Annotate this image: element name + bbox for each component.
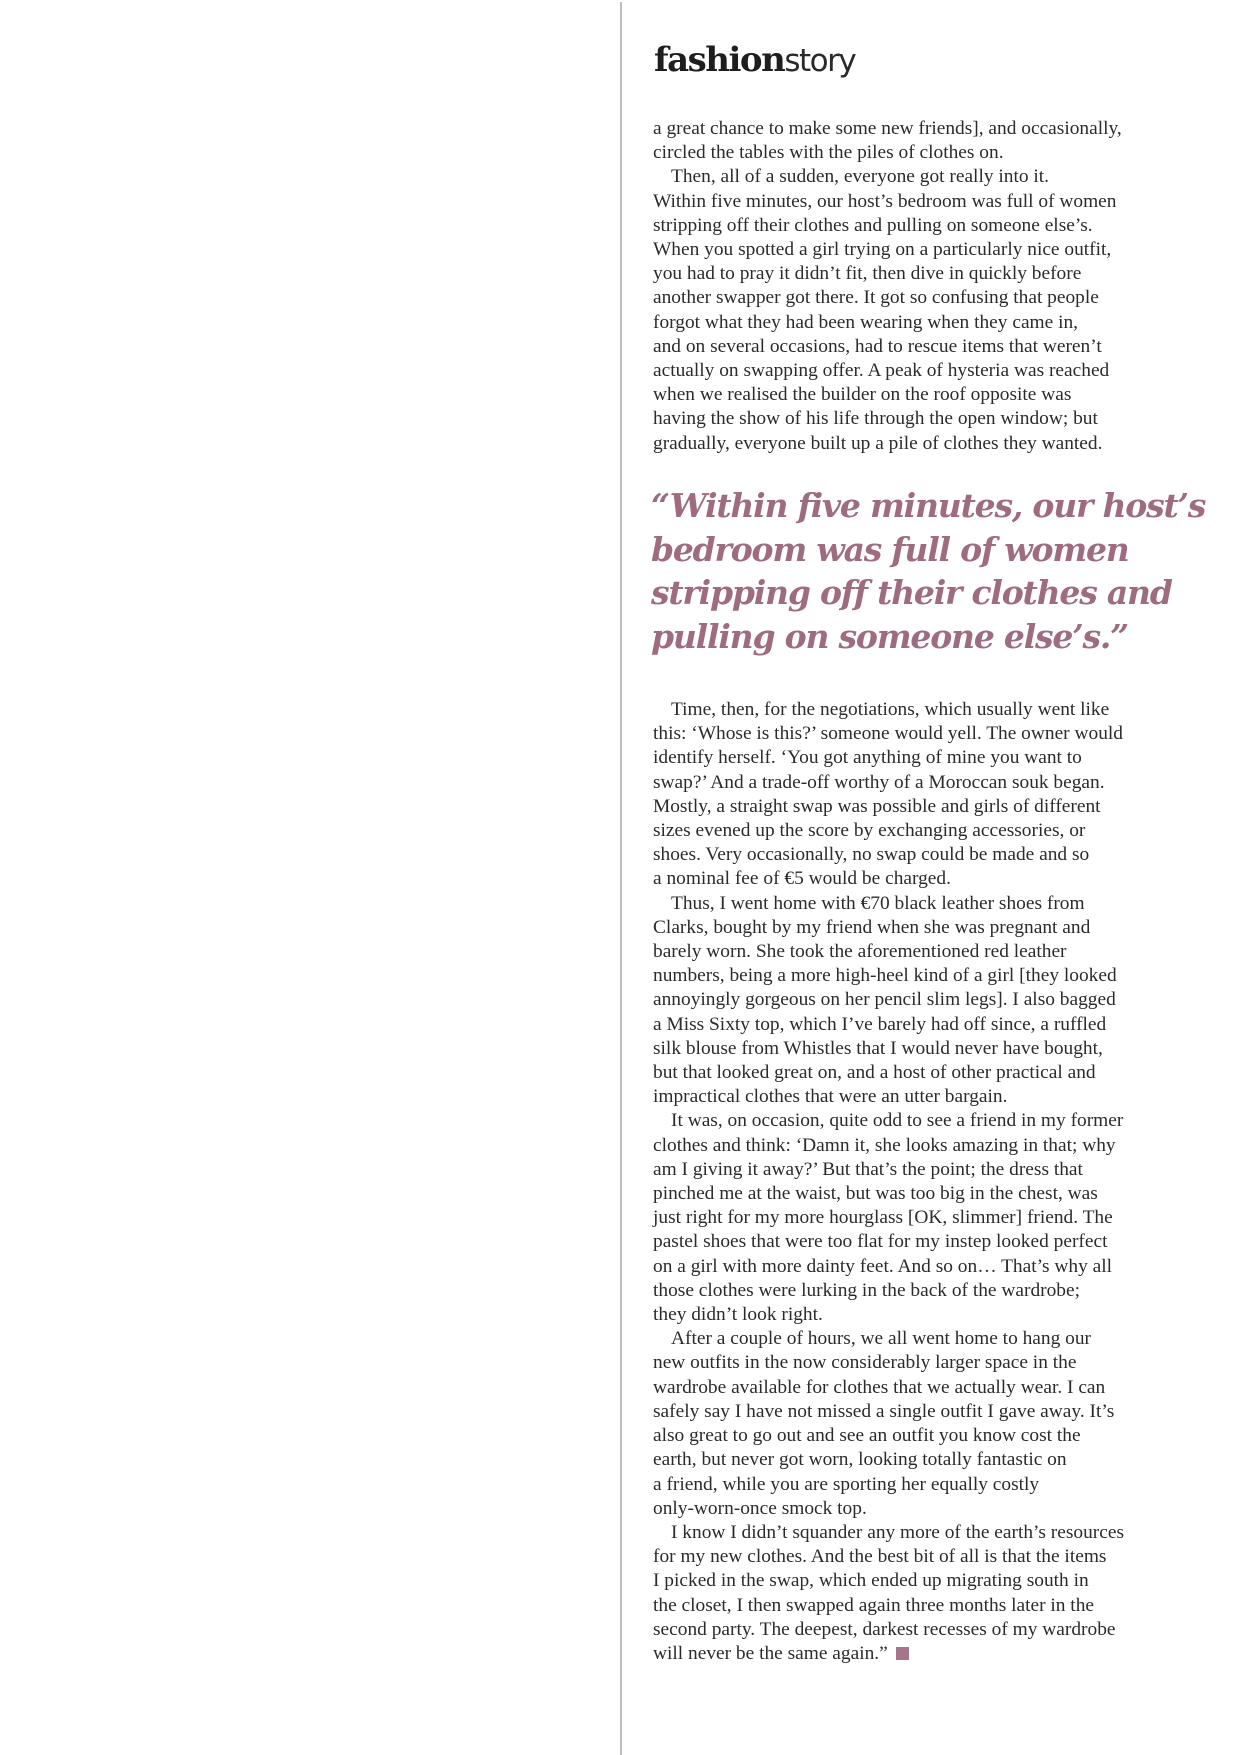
text-line [653,432,1163,456]
text-line [653,1279,1163,1303]
text-line-content: After a couple of hours, we all went home to hang our [671,1328,1092,1350]
text-line-content: will never be the same again.” [653,1642,888,1664]
text-line [653,771,1163,795]
text-line-content: pinched me at the waist, but was too big in the chest, was [653,1183,1098,1205]
text-line [653,1158,1163,1182]
text-line [653,117,1163,141]
text-line [653,1013,1163,1037]
pull-quote-line: “Within five minutes, our host’s [651,486,1206,525]
text-line [653,1545,1163,1569]
text-line-content: Within five minutes, our host’s bedroom was full of women [653,190,1117,212]
text-line [653,1400,1163,1424]
pull-quote-line: stripping off their clothes and [651,573,1172,612]
text-line [653,1594,1163,1618]
text-line [653,1521,1163,1545]
end-of-article-square-icon [896,1647,909,1660]
text-line [653,1497,1163,1521]
text-line [653,819,1163,843]
text-line-content: When you spotted a girl trying on a particularly nice outfit, [653,239,1112,261]
text-line-content: but that looked great on, and a host of other practical and [653,1062,1096,1084]
text-line [653,1327,1163,1351]
text-line [653,722,1163,746]
text-line-content: the closet, I then swapped again three months later in the [653,1594,1094,1616]
text-line-content: you had to pray it didn’t fit, then dive in quickly before [653,263,1082,285]
text-line-content: I know I didn’t squander any more of the earth’s resources [671,1521,1125,1543]
text-line [653,359,1163,383]
text-line [653,1109,1163,1133]
text-line [653,988,1163,1012]
text-line [653,383,1163,407]
text-line-content: clothes and think: ‘Damn it, she looks amazing in that; why [653,1134,1116,1156]
text-line [653,286,1163,310]
text-line-content: sizes evened up the score by exchanging accessories, or [653,820,1086,842]
text-line-content: swap?’ And a trade-off worthy of a Moroccan souk began. [653,771,1105,793]
pull-quote-line: bedroom was full of women [651,529,1129,569]
text-line [653,262,1163,286]
text-line [653,190,1163,214]
text-line-content: numbers, being a more high-heel kind of a girl [they looked [653,965,1117,987]
text-line [653,1206,1163,1230]
text-line-content: having the show of his life through the open window; but [653,408,1098,430]
text-line-content: am I giving it away?’ But that’s the point; the dress that [653,1158,1083,1180]
text-line [653,1037,1163,1061]
text-line-content: shoes. Very occasionally, no swap could be made and so [653,844,1090,866]
text-line-content: when we realised the builder on the roof opposite was [653,384,1072,406]
text-line-content: I picked in the swap, which ended up migrating south in [653,1570,1089,1592]
text-line [653,407,1163,431]
text-line-content: a Miss Sixty top, which I’ve barely had off since, a ruffled [653,1013,1107,1035]
text-line-content: only-worn-once smock top. [653,1497,867,1519]
text-line [653,1351,1163,1375]
text-line [653,1424,1163,1448]
text-line-content: they didn’t look right. [653,1304,823,1326]
text-line-content: safely say I have not missed a single outfit I gave away. It’s [653,1400,1115,1422]
text-line-content: Thus, I went home with €70 black leather shoes from [671,892,1085,914]
text-line-content: this: ‘Whose is this?’ someone would yell. The owner would [653,723,1123,745]
text-line [653,843,1163,867]
text-line [653,1618,1163,1642]
text-line [653,311,1163,335]
text-line-content: earth, but never got worn, looking totally fantastic on [653,1449,1067,1471]
text-line [653,1569,1163,1593]
text-line-content: another swapper got there. It got so confusing that people [653,287,1099,309]
text-line-content: barely worn. She took the aforementioned red leather [653,941,1067,963]
text-line [653,1134,1163,1158]
masthead-story: story [784,43,856,79]
pull-quote [651,484,1206,658]
text-line [653,1642,1163,1666]
text-line [653,1473,1163,1497]
text-line-content: Mostly, a straight swap was possible and girls of different [653,795,1101,817]
text-line-content: identify herself. ‘You got anything of mine you want to [653,747,1082,769]
text-line [653,238,1163,262]
text-line-content: Clarks, bought by my friend when she was pregnant and [653,916,1091,938]
text-line-content: a friend, while you are sporting her equally costly [653,1473,1040,1495]
text-line [653,335,1163,359]
text-line-content: gradually, everyone built up a pile of clothes they wanted. [653,432,1103,454]
text-line [653,746,1163,770]
text-line [653,795,1163,819]
text-line [653,1376,1163,1400]
text-line-content: for my new clothes. And the best bit of all is that the items [653,1546,1107,1568]
text-line-content: silk blouse from Whistles that I would never have bought, [653,1037,1103,1059]
text-line-content: also great to go out and see an outfit you know cost the [653,1425,1081,1447]
text-line [653,141,1163,165]
text-line-content: It was, on occasion, quite odd to see a friend in my former [671,1110,1124,1132]
article-body-top [653,117,1163,456]
text-line [653,1255,1163,1279]
text-line-content: second party. The deepest, darkest recesses of my wardrobe [653,1618,1116,1640]
text-line [653,1061,1163,1085]
page-gutter-divider [620,2,622,1755]
text-line-content: stripping off their clothes and pulling on someone else’s. [653,214,1093,236]
text-line-content: annoyingly gorgeous on her pencil slim legs]. I also bagged [653,989,1116,1011]
text-line-content: circled the tables with the piles of clothes on. [653,142,1004,164]
text-line-content: new outfits in the now considerably larger space in the [653,1352,1077,1374]
text-line-content: and on several occasions, had to rescue items that weren’t [653,335,1102,357]
text-line [653,1230,1163,1254]
text-line-content: those clothes were lurking in the back of the wardrobe; [653,1279,1080,1301]
text-line-content: pastel shoes that were too flat for my instep looked perfect [653,1231,1108,1253]
text-line-content: on a girl with more dainty feet. And so on… That’s why all [653,1255,1113,1277]
text-line [653,1182,1163,1206]
text-line [653,940,1163,964]
text-line [653,214,1163,238]
text-line [653,916,1163,940]
text-line [653,698,1163,722]
section-masthead [654,40,855,80]
text-line [653,892,1163,916]
text-line-content: a great chance to make some new friends], and occasionally, [653,118,1122,139]
article-body-bottom [653,698,1163,1666]
text-line-content: wardrobe available for clothes that we actually wear. I can [653,1376,1106,1398]
text-line-content: actually on swapping offer. A peak of hysteria was reached [653,360,1110,382]
text-line-content: just right for my more hourglass [OK, slimmer] friend. The [653,1207,1113,1229]
text-line [653,867,1163,891]
text-line [653,1303,1163,1327]
text-line-content: forgot what they had been wearing when they came in, [653,311,1079,333]
text-line [653,165,1163,189]
text-line-content: Time, then, for the negotiations, which usually went like [671,699,1110,720]
text-line [653,964,1163,988]
text-line-content: Then, all of a sudden, everyone got really into it. [671,166,1050,188]
text-line-content: a nominal fee of €5 would be charged. [653,868,951,890]
pull-quote-line: pulling on someone else’s.” [651,616,1128,656]
text-line-content: impractical clothes that were an utter bargain. [653,1086,1008,1108]
masthead-fashion: fashion [654,40,785,80]
text-line [653,1448,1163,1472]
text-line [653,1085,1163,1109]
